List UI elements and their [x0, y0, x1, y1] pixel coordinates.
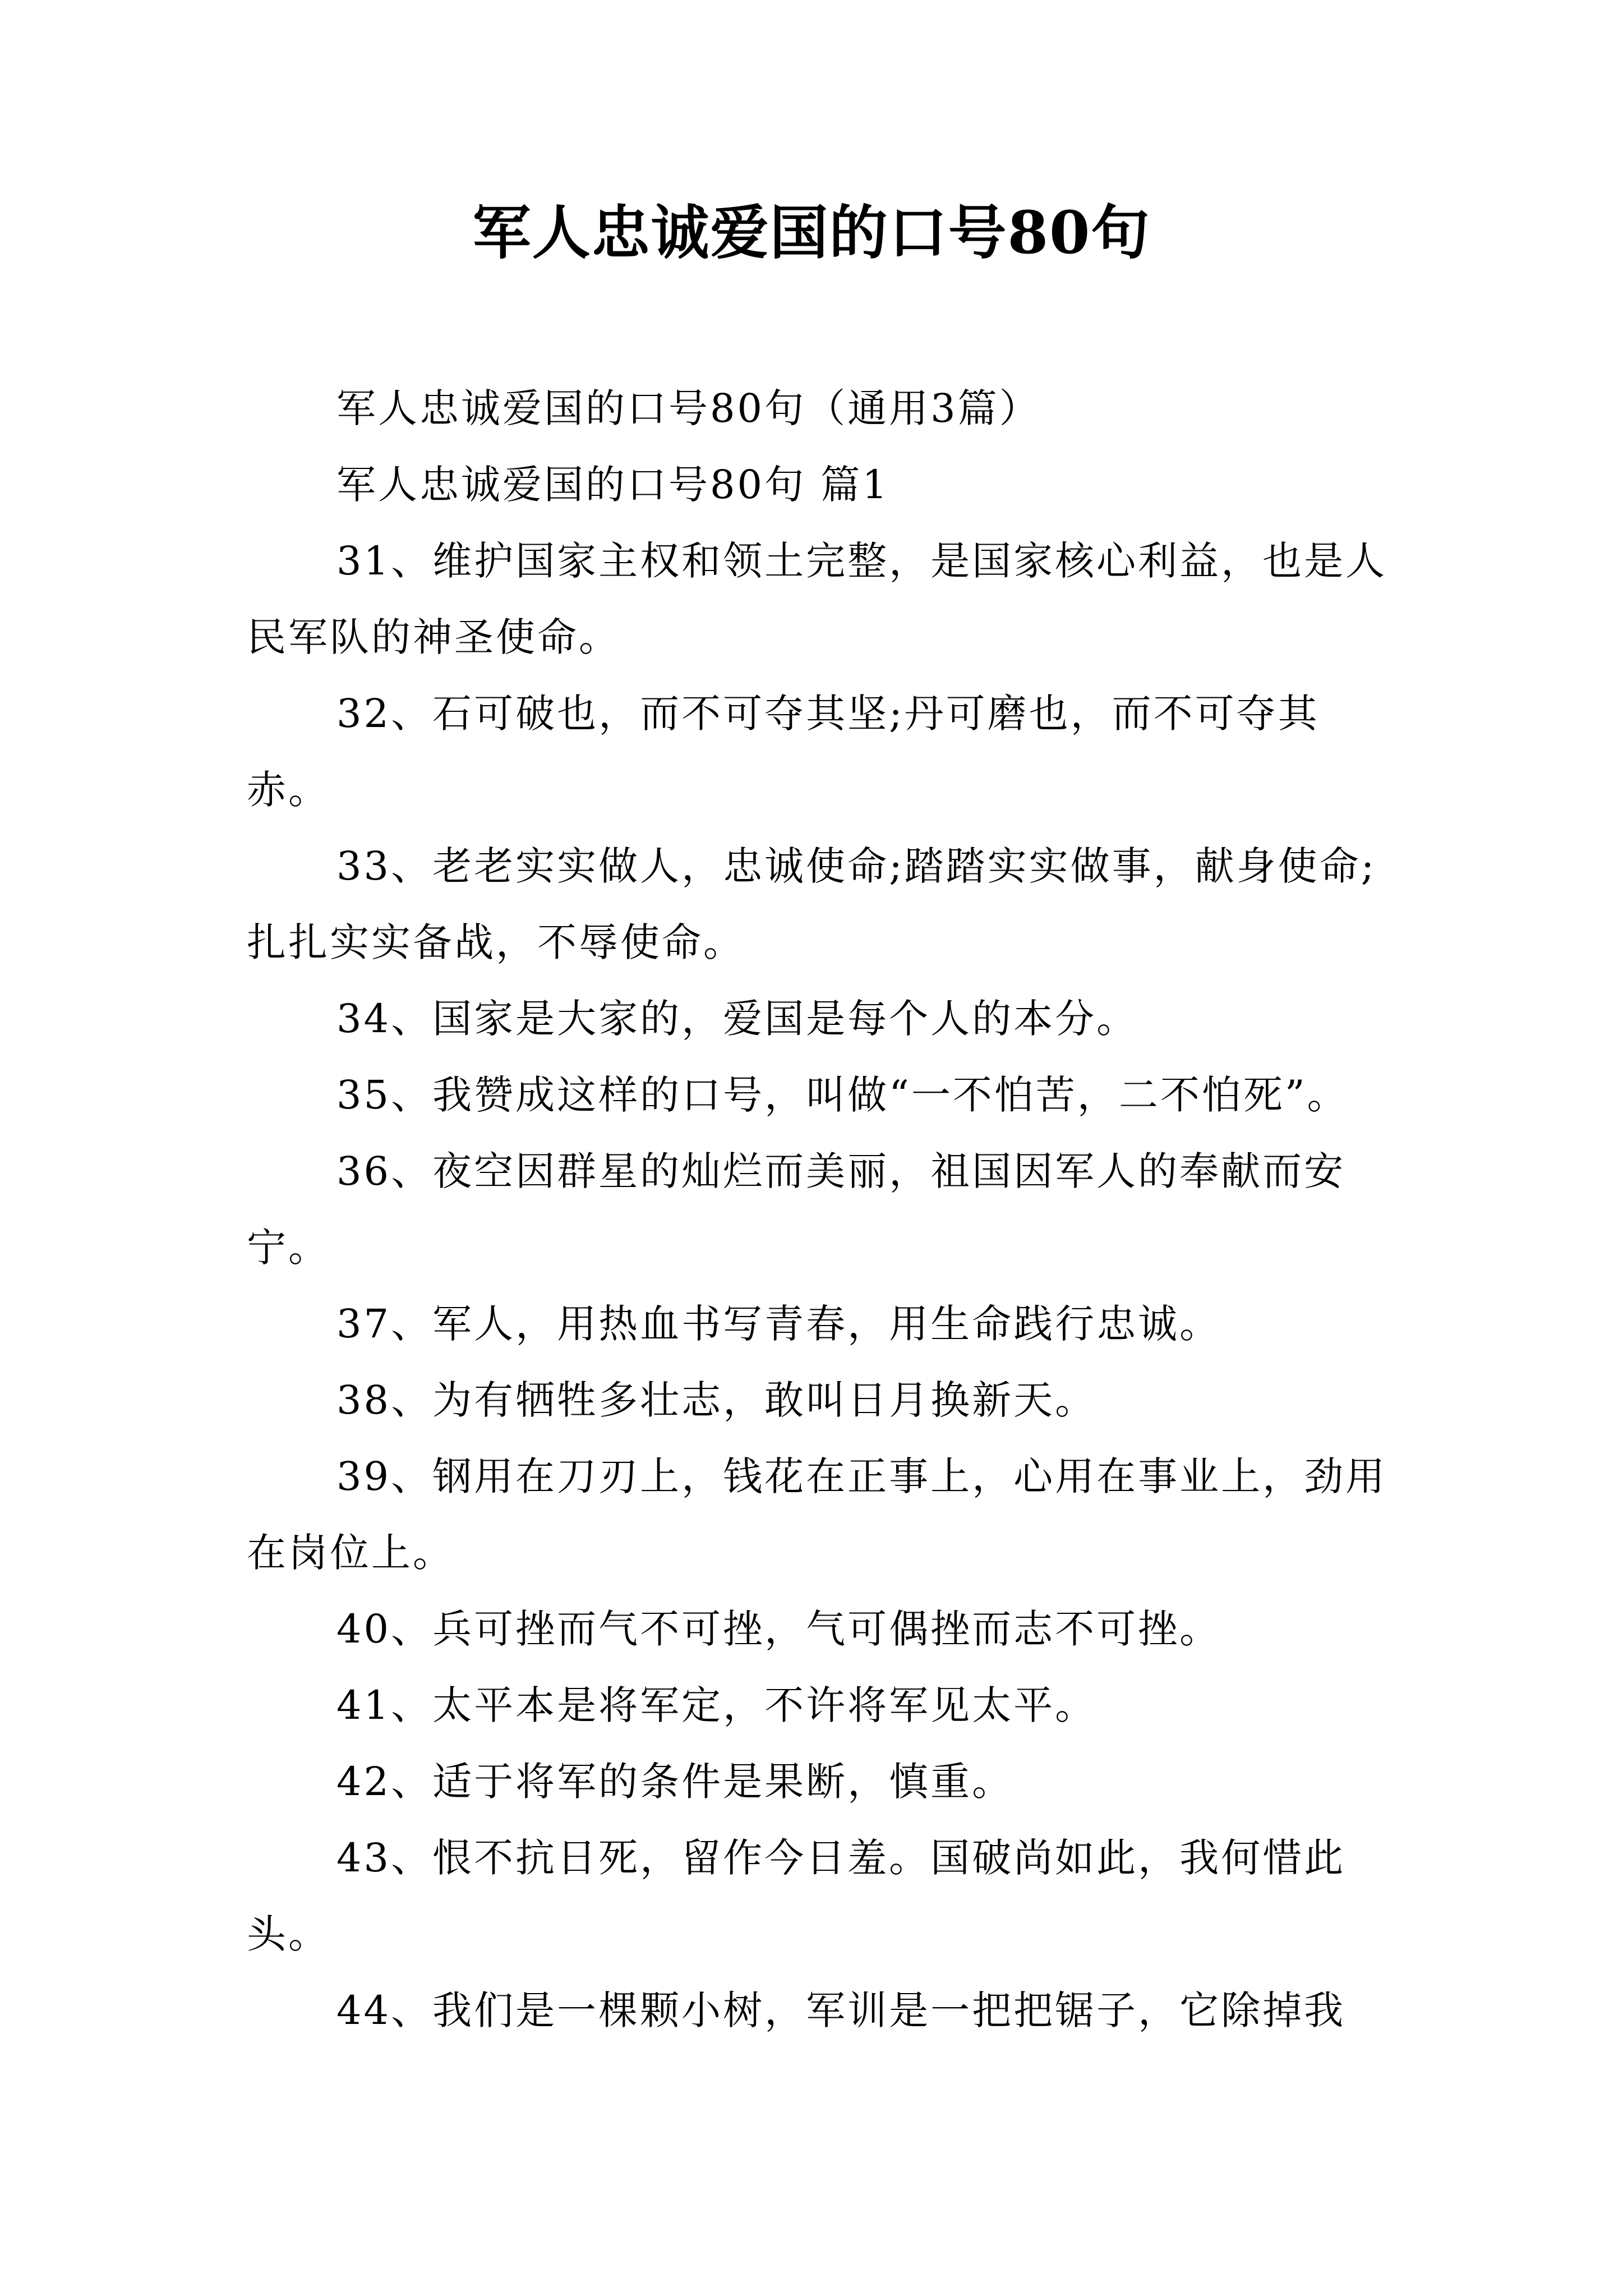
section-heading: 军人忠诚爱国的口号80句 篇1 [336, 462, 889, 508]
slogan-paragraph: 34、国家是大家的，爱国是每个人的本分。 [336, 996, 1138, 1042]
slogan-paragraph: 40、兵可挫而气不可挫，气可偶挫而志不可挫。 [336, 1606, 1221, 1652]
slogan-paragraph: 33、老老实实做人，忠诚使命;踏踏实实做事，献身使命;扎扎实实备战，不辱使命。 [247, 843, 1377, 965]
document-body [247, 370, 1391, 2049]
slogan-paragraph: 36、夜空因群星的灿烂而美丽，祖国因军人的奉献而安宁。 [247, 1148, 1346, 1271]
slogan-paragraph: 44、我们是一棵颗小树，军训是一把把锯子，它除掉我 [336, 1987, 1346, 2033]
slogan-paragraph: 37、军人，用热血书写青春，用生命践行忠诚。 [336, 1301, 1221, 1347]
slogan-paragraph: 39、钢用在刀刃上，钱花在正事上，心用在事业上，劲用在岗位上。 [247, 1453, 1387, 1576]
slogan-paragraph: 31、维护国家主权和领土完整，是国家核心利益，也是人民军队的神圣使命。 [247, 538, 1387, 660]
slogan-paragraph: 43、恨不抗日死，留作今日羞。国破尚如此，我何惜此头。 [247, 1835, 1346, 1957]
slogan-paragraph: 42、适于将军的条件是果断，慎重。 [336, 1759, 1014, 1805]
slogan-paragraph: 41、太平本是将军定，不许将军见太平。 [336, 1682, 1097, 1728]
slogan-paragraph: 38、为有牺牲多壮志，敢叫日月换新天。 [336, 1377, 1097, 1423]
document-title: 军人忠诚爱国的口号80句 [472, 198, 1151, 267]
slogan-paragraph: 32、石可破也，而不可夺其坚;丹可磨也，而不可夺其赤。 [247, 691, 1320, 813]
subtitle-paragraph: 军人忠诚爱国的口号80句（通用3篇） [336, 385, 1041, 431]
slogan-paragraph: 35、我赞成这样的口号，叫做“一不怕苦，二不怕死”。 [336, 1072, 1349, 1118]
